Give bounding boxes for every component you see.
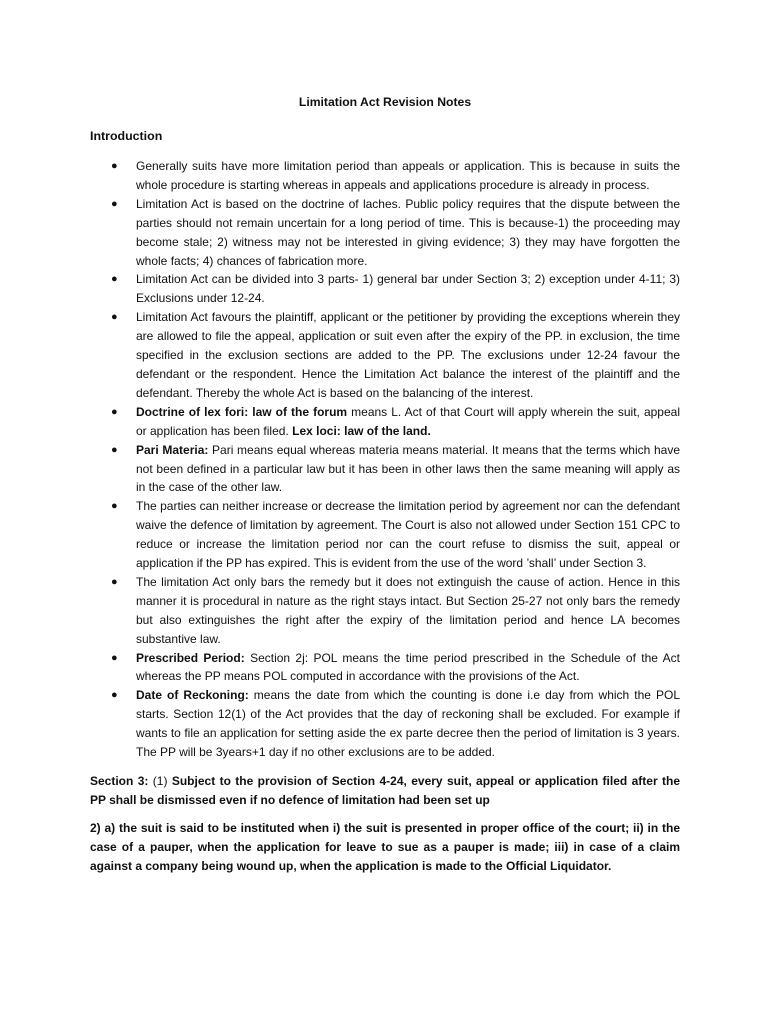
bullet-item: [90, 573, 680, 649]
bullet-dot-icon: ●: [111, 689, 118, 702]
bullet-item: [90, 686, 680, 762]
bullet-dot-icon: ●: [111, 500, 118, 513]
document-title: Limitation Act Revision Notes: [298, 95, 472, 109]
bullet-dot-icon: ●: [111, 311, 118, 324]
bullet-text: Limitation Act can be divided into 3 parts- 1) general bar under Section 3; 2) exception under 4-11; 3) Exclusions under 12-24.: [136, 272, 680, 306]
section-3-label: Section 3:: [90, 774, 149, 788]
bullet-item: [90, 270, 680, 308]
bullet-item: [90, 649, 680, 687]
bullet-dot-icon: ●: [111, 160, 118, 172]
bullet-text: The limitation Act only bars the remedy but it does not extinguish the cause of action. Hence in this manner it is procedural in nature as the right stays intact. But Section 25-27 not only bars the remedy but also extinguishes the right after the expiry of the limitation period and hence LA becomes substantive law.: [136, 574, 680, 646]
bullet-text: Limitation Act favours the plaintiff, applicant or the petitioner by providing the exceptions wherein they are allowed to file the appeal, application or suit even after the expiry of the PP. in exclusion, the time specified in the exclusion sections are added to the PP. The exclusions under 12-24 favour the defendant or the respondent. Hence the Limitation Act balance the interest of the plaintiff and the defendant. Thereby the whole Act is based on the balancing of the interest.: [136, 310, 680, 400]
bullet-dot-icon: ●: [111, 197, 118, 210]
section-3-2-paragraph: [90, 819, 680, 876]
bullet-lead: Doctrine of lex fori: law of the forum: [136, 404, 348, 419]
bullet-dot-icon: ●: [111, 405, 118, 418]
bullet-item: [90, 497, 680, 573]
bullet-dot-icon: ●: [111, 273, 118, 286]
bullet-text: means the date from which the counting is done i.e day from which the POL starts. Section 12(1) of the Act provides that the day of reckoning shall be excluded. For example if wants to file an application for setting aside the ex parte decree then the period of limitation is 3 years. The PP will be 3years+1 day if no other exclusions are to be added.: [136, 688, 680, 760]
bullet-dot-icon: ●: [111, 443, 118, 456]
bullet-item: [90, 195, 680, 271]
bullet-lead: Pari Materia:: [136, 442, 209, 457]
bullet-dot-icon: ●: [111, 651, 118, 664]
bullet-lead: Date of Reckoning:: [136, 688, 249, 703]
section-3-text: Subject to the provision of Section 4-24, every suit, appeal or application filed after the PP shall be dismissed even if no defence of limitation had been set up: [90, 774, 680, 807]
bullet-item: [90, 157, 680, 195]
section-3-2-text: 2) a) the suit is said to be instituted when i) the suit is presented in proper office of the court; ii) in the case of a pauper, when the application for leave to sue as a pauper is made; iii) in case of a claim against a company being wound up, when the application is made to the Official Liquidator.: [90, 820, 680, 873]
bullet-tail: Lex loci: law of the land.: [292, 423, 431, 438]
bullet-lead: Prescribed Period:: [136, 650, 245, 665]
introduction-bullet-list: [90, 157, 680, 762]
bullet-dot-icon: ●: [111, 575, 118, 588]
section-3-paragraph: [90, 772, 680, 810]
section-3-number: (1): [148, 774, 168, 788]
bullet-text: means L. Act of that Court will apply wherein the suit, appeal or application has been filed.: [136, 404, 680, 438]
bullet-text: Section 2j: POL means the time period prescribed in the Schedule of the Act whereas the PP means POL computed in accordance with the provisions of the Act.: [136, 650, 680, 684]
bullet-text: Limitation Act is based on the doctrine of laches. Public policy requires that the dispute between the parties should not remain uncertain for a long period of time. This is because-1) the proceeding may become stale; 2) witness may not be interested in giving evidence; 3) they may have forgotten the whole facts; 4) chances of fabrication more.: [136, 196, 680, 268]
bullet-item: [90, 441, 680, 498]
bullet-text: Pari means equal whereas materia means material. It means that the terms which have not been defined in a particular law but it has been in other laws then the same meaning will apply as in the case of the other law.: [136, 442, 680, 495]
bullet-text: The parties can neither increase or decrease the limitation period by agreement nor can the defendant waive the defence of limitation by agreement. The Court is also not allowed under Section 151 CPC to reduce or increase the limitation period nor can the court refuse to dismiss the suit, appeal or application if the PP has expired. This is evident from the use of the word ’shall’ under Section 3.: [136, 499, 680, 571]
section-heading-introduction: Introduction: [90, 129, 163, 143]
bullet-item: [90, 403, 680, 441]
bullet-text: Generally suits have more limitation period than appeals or application. This is because in suits the whole procedure is starting whereas in appeals and applications procedure is already in process.: [136, 159, 680, 192]
bullet-item: [90, 308, 680, 403]
